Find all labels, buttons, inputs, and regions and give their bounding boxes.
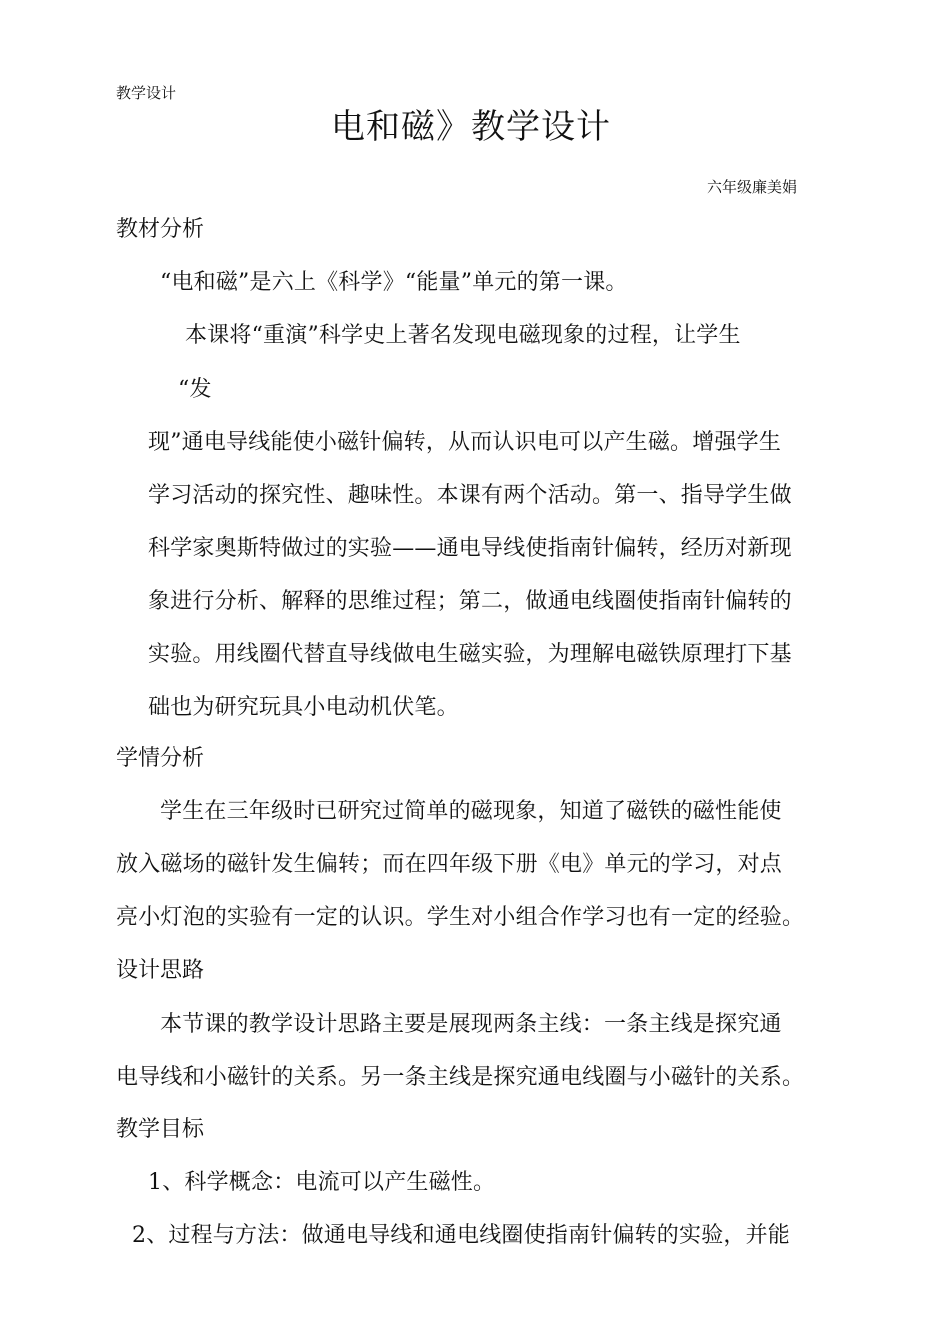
header-label: 教学设计 [116, 84, 177, 102]
paragraph-line: 实验。用线圈代替直导线做电生磁实验，为理解电磁铁原理打下基 [148, 642, 792, 667]
author-line: 六年级廉美娟 [707, 178, 798, 196]
paragraph-line: 现”通电导线能使小磁针偏转，从而认识电可以产生磁。增强学生 [148, 430, 782, 455]
paragraph-line: 亮小灯泡的实验有一定的认识。学生对小组合作学习也有一定的经验。 [116, 905, 805, 930]
paragraph-line: “电和磁”是六上《科学》“能量”单元的第一课。 [160, 270, 628, 295]
paragraph-line: 本节课的教学设计思路主要是展现两条主线：一条主线是探究通 [160, 1012, 782, 1037]
page-title: 电和磁》教学设计 [331, 107, 611, 147]
paragraph-line: “发 [178, 377, 212, 402]
paragraph-line: 础也为研究玩具小电动机伏笔。 [148, 695, 459, 720]
section-heading-material-analysis: 教材分析 [116, 217, 205, 242]
section-heading-design-idea: 设计思路 [116, 958, 205, 983]
section-heading-student-analysis: 学情分析 [116, 746, 205, 771]
paragraph-line: 科学家奥斯特做过的实验——通电导线使指南针偏转，经历对新现 [148, 536, 792, 561]
paragraph-line: 放入磁场的磁针发生偏转；而在四年级下册《电》单元的学习，对点 [116, 852, 783, 877]
paragraph-line: 象进行分析、解释的思维过程；第二，做通电线圈使指南针偏转的 [148, 589, 792, 614]
paragraph-line: 电导线和小磁针的关系。另一条主线是探究通电线圈与小磁针的关系。 [116, 1065, 805, 1090]
section-heading-teaching-goals: 教学目标 [116, 1117, 205, 1142]
paragraph-line: 本课将“重演”科学史上著名发现电磁现象的过程，让学生 [185, 323, 741, 348]
list-item: 2、过程与方法：做通电导线和通电线圈使指南针偏转的实验，并能 [132, 1223, 790, 1248]
paragraph-line: 学生在三年级时已研究过简单的磁现象，知道了磁铁的磁性能使 [160, 799, 782, 824]
paragraph-line: 学习活动的探究性、趣味性。本课有两个活动。第一、指导学生做 [148, 483, 792, 508]
list-item: 1、科学概念：电流可以产生磁性。 [148, 1170, 496, 1195]
